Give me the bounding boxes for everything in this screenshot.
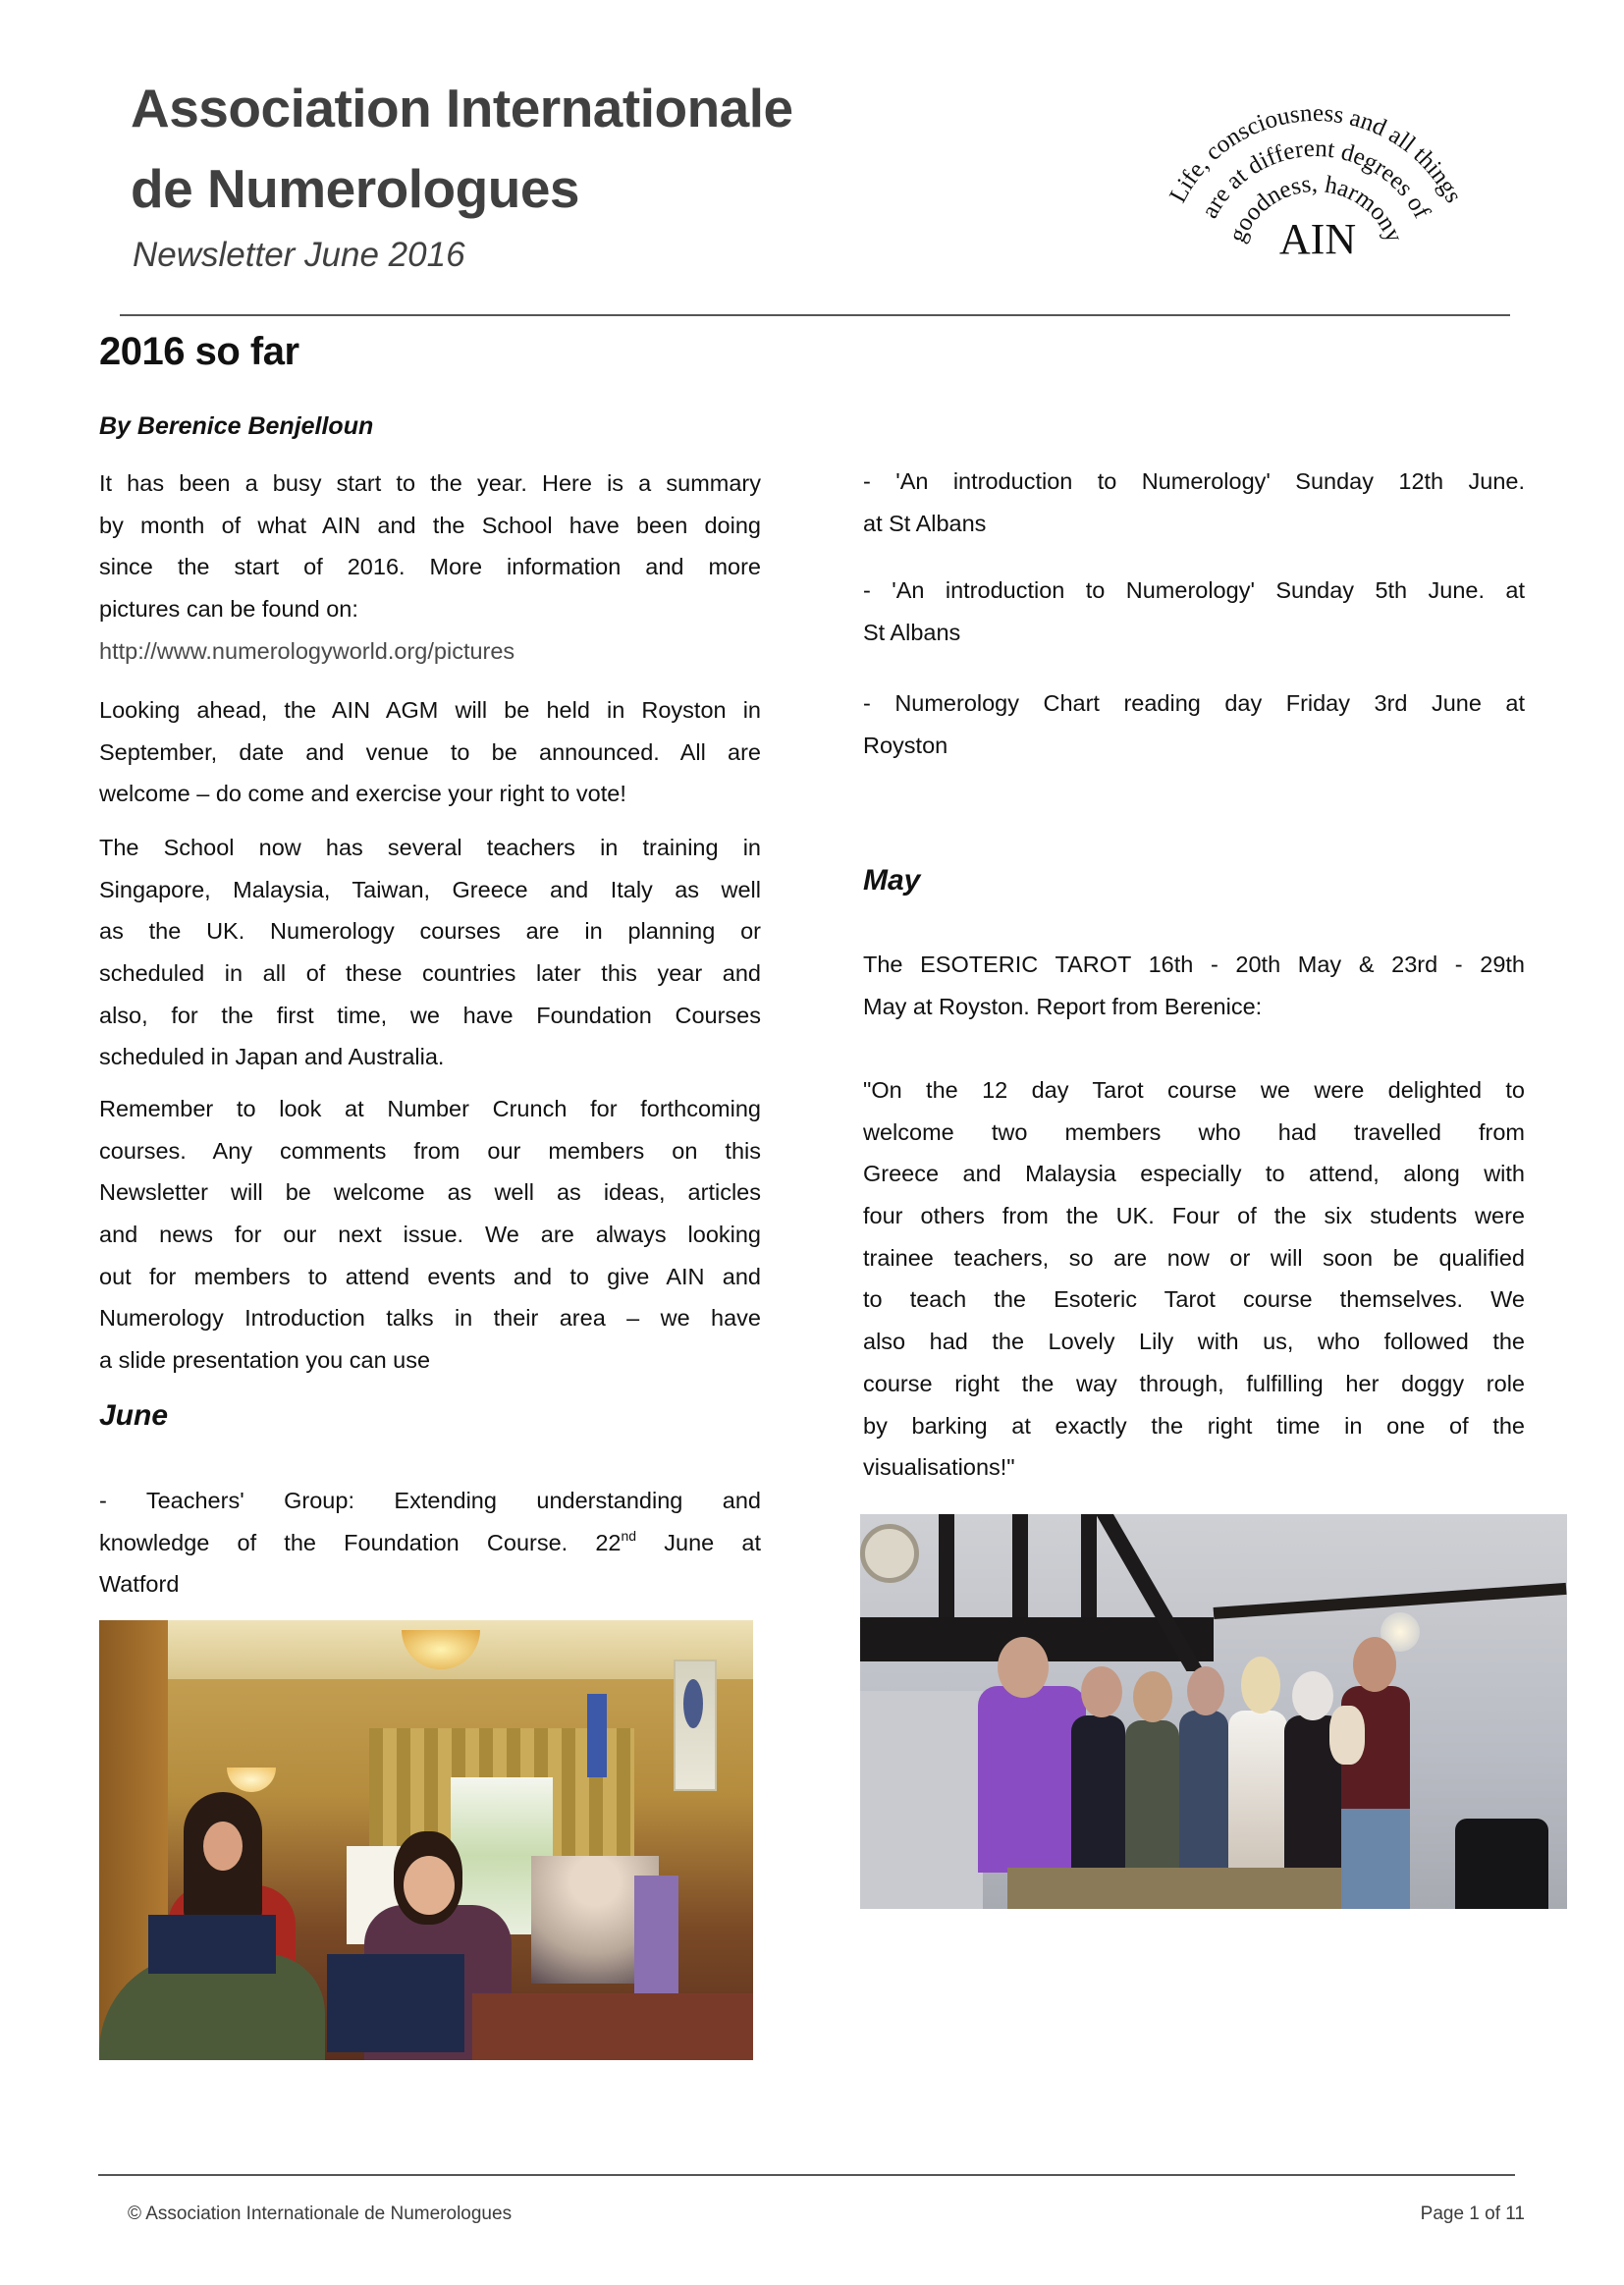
- event-chart-reading-day: [863, 682, 1525, 766]
- text-line: four others from the UK. Four of the six students were: [863, 1203, 1525, 1229]
- text-line: "On the 12 day Tarot course we were delighted to: [863, 1077, 1525, 1103]
- text-line: to teach the Esoteric Tarot course themselves. We: [863, 1286, 1525, 1313]
- text-line: - Numerology Chart reading day Friday 3rd June at: [863, 690, 1525, 716]
- remember-paragraph: [99, 1088, 761, 1382]
- intro-paragraph: [99, 462, 761, 630]
- text-line: - 'An introduction to Numerology' Sunday 12th June.: [863, 468, 1525, 494]
- footer-copyright: © Association Internationale de Numerologues: [128, 2203, 513, 2224]
- pictures-link[interactable]: http://www.numerologyworld.org/pictures: [99, 638, 515, 664]
- logo-monogram: AIN: [1278, 215, 1357, 263]
- text-line: scheduled in Japan and Australia.: [99, 1044, 445, 1070]
- text-line: - 'An introduction to Numerology' Sunday 5th June. at: [863, 577, 1525, 603]
- text-line: visualisations!": [863, 1454, 1015, 1481]
- text-line: Newsletter will be welcome as well as ideas, articles: [99, 1179, 761, 1206]
- text-line: by month of what AIN and the School have been doing: [99, 512, 761, 538]
- logo-arc-inner: goodness, harmony: [1223, 170, 1408, 246]
- footer-divider: [98, 2174, 1515, 2176]
- text-line: also had the Lovely Lily with us, who followed the: [863, 1329, 1525, 1355]
- text-line: scheduled in all of these countries later this year and: [99, 960, 761, 987]
- logo-arc-middle: are at different degrees of: [1196, 135, 1435, 223]
- school-paragraph: [99, 827, 761, 1078]
- newsletter-title-line-1: Association Internationale: [131, 78, 793, 138]
- article-title: 2016 so far: [99, 330, 299, 373]
- text-line: Greece and Malaysia especially to attend, along with: [863, 1161, 1525, 1187]
- text-line: courses. Any comments from our members on this: [99, 1137, 761, 1164]
- text-line: welcome two members who had travelled from: [863, 1118, 1525, 1145]
- text-line: as the UK. Numerology courses are in planning or: [99, 918, 761, 945]
- logo-arc-outer: Life, consciousness and all things: [1164, 99, 1467, 207]
- text-line: course right the way through, fulfilling her doggy role: [863, 1370, 1525, 1396]
- teachers-group-item: [99, 1480, 761, 1605]
- newsletter-issue: Newsletter June 2016: [133, 236, 465, 274]
- text-line: It has been a busy start to the year. Here is a summary: [99, 470, 761, 496]
- ordinal-suffix: nd: [621, 1527, 637, 1544]
- may-group-photo: [860, 1514, 1567, 1909]
- event-intro-12th: [863, 461, 1525, 544]
- text-line: pictures can be found on:: [99, 596, 358, 623]
- text-line: out for members to attend events and to give AIN and: [99, 1263, 761, 1289]
- esoteric-tarot-item: [863, 944, 1525, 1027]
- berenice-report: [863, 1069, 1525, 1489]
- text-line: since the start of 2016. More information and more: [99, 554, 761, 580]
- teachers-group-text: knowledge of the Foundation Course. 22: [99, 1529, 622, 1555]
- may-heading: May: [863, 864, 921, 897]
- text-line: St Albans: [863, 619, 961, 645]
- june-heading: June: [99, 1399, 169, 1432]
- text-line: by barking at exactly the right time in one of the: [863, 1412, 1525, 1439]
- text-line: May at Royston. Report from Berenice:: [863, 993, 1263, 1019]
- text-line: September, date and venue to be announced. All are: [99, 738, 761, 765]
- text-line: welcome – do come and exercise your right to vote!: [99, 781, 626, 807]
- ain-logo: [1139, 93, 1512, 280]
- newsletter-title-line-2: de Numerologues: [131, 158, 580, 219]
- text-line: Remember to look at Number Crunch for forthcoming: [99, 1096, 761, 1121]
- event-intro-5th: [863, 570, 1525, 653]
- teachers-group-line: [99, 1522, 761, 1564]
- text-line: The School now has several teachers in training in: [99, 835, 761, 860]
- teachers-group-line: - Teachers' Group: Extending understanding and: [99, 1488, 761, 1513]
- text-line: Numerology Introduction talks in their area – we have: [99, 1305, 761, 1332]
- text-line: a slide presentation you can use: [99, 1347, 431, 1374]
- teachers-group-text: June at: [636, 1529, 761, 1555]
- text-line: and news for our next issue. We are always looking: [99, 1222, 761, 1248]
- agm-paragraph: [99, 689, 761, 815]
- text-line: Royston: [863, 732, 948, 758]
- text-line: The ESOTERIC TAROT 16th - 20th May & 23rd - 29th: [863, 952, 1525, 977]
- text-line: also, for the first time, we have Foundation Courses: [99, 1002, 761, 1028]
- text-line: Singapore, Malaysia, Taiwan, Greece and Italy as well: [99, 876, 761, 902]
- header-divider: [120, 314, 1510, 316]
- text-line: at St Albans: [863, 510, 987, 536]
- june-group-photo: [99, 1620, 753, 2060]
- page-number: Page 1 of 11: [1420, 2203, 1525, 2224]
- text-line: trainee teachers, so are now or will soon be qualified: [863, 1244, 1525, 1271]
- teachers-group-line: Watford: [99, 1571, 180, 1598]
- pictures-link-paragraph: [99, 630, 761, 673]
- article-byline: By Berenice Benjelloun: [99, 412, 374, 440]
- text-line: Looking ahead, the AIN AGM will be held in Royston in: [99, 697, 761, 723]
